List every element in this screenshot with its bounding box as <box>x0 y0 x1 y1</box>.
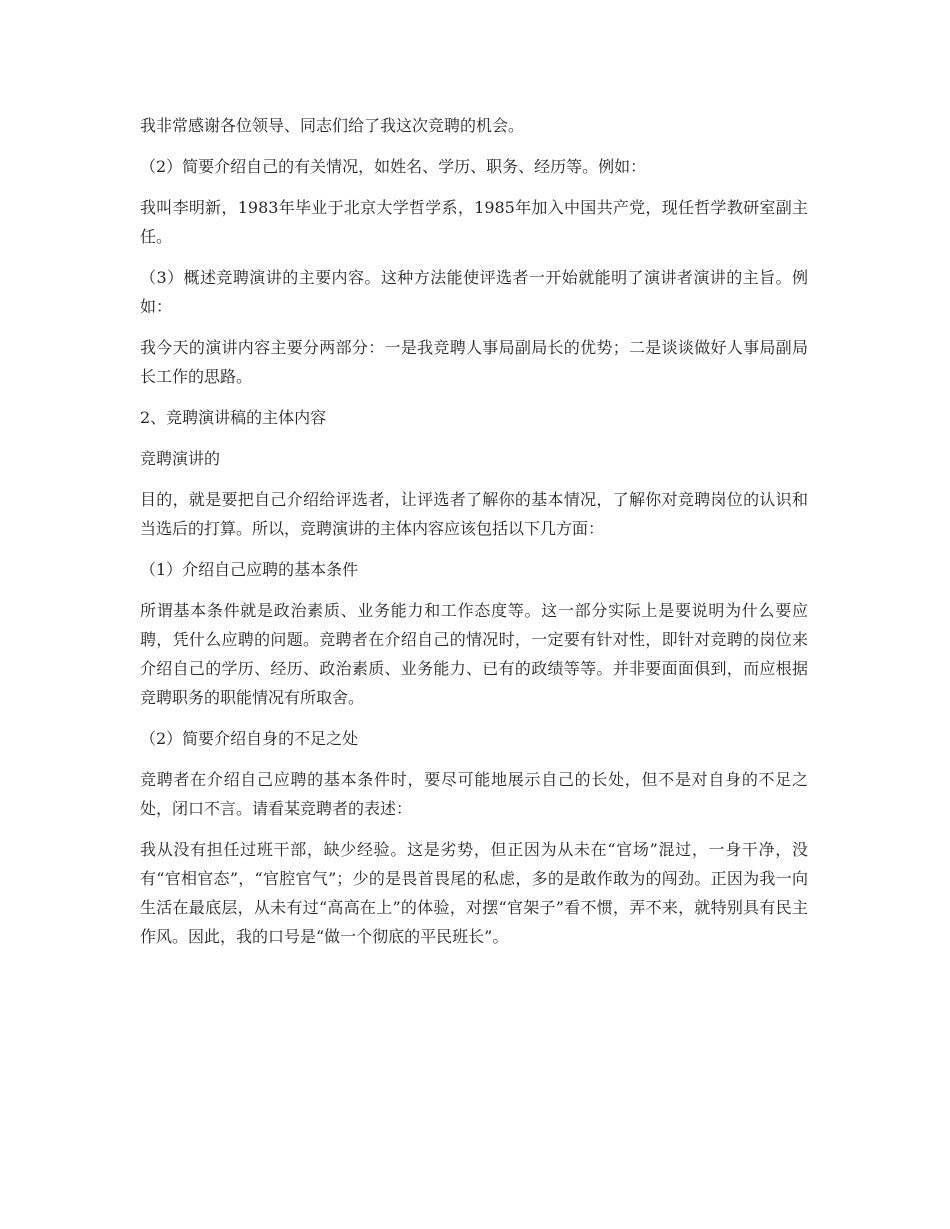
paragraph-item-2-shortcomings: （2）简要介绍自身的不足之处 <box>140 729 359 748</box>
paragraph-item-3-overview: （3）概述竞聘演讲的主要内容。这种方法能使评选者一开始就能明了演讲者演讲的主旨。例如： <box>140 268 808 316</box>
paragraph-basic-conditions-detail: 所谓基本条件就是政治素质、业务能力和工作态度等。这一部分实际上是要说明为什么要应聘，凭什么应聘的问题。竞聘者在介绍自己的情况时，一定要有针对性，即针对竞聘的岗位来介绍自己的学历、经历、政治素质、业务能力、已有的政绩等等。并非要面面俱到，而应根据竞聘职务的职能情况有所取舍。 <box>140 601 808 707</box>
paragraph-speech-fragment: 竞聘演讲的 <box>140 449 221 468</box>
paragraph-item-1-basic-conditions: （1）介绍自己应聘的基本条件 <box>140 560 359 579</box>
document-page <box>140 111 808 963</box>
paragraph-example-statement: 我从没有担任过班干部，缺少经验。这是劣势，但正因为从未在“官场”混过，一身干净，没有“官相官态”，“官腔官气”；少的是畏首畏尾的私虑，多的是敢作敢为的闯劲。正因为我一向生活在最底层，从未有过“高高在上”的体验，对摆“官架子”看不惯，弄不来，就特别具有民主作风。因此，我的口号是“做一个彻底的平民班长”。 <box>140 840 808 946</box>
paragraph-item-2-intro-self: （2）简要介绍自己的有关情况，如姓名、学历、职务、经历等。例如： <box>140 157 647 176</box>
paragraph-purpose: 目的，就是要把自己介绍给评选者，让评选者了解你的基本情况，了解你对竞聘岗位的认识和当选后的打算。所以，竞聘演讲的主体内容应该包括以下几方面： <box>140 490 808 538</box>
paragraph-thanks: 我非常感谢各位领导、同志们给了我这次竞聘的机会。 <box>140 116 525 135</box>
paragraph-example-self-intro: 我叫李明新，1983年毕业于北京大学哲学系，1985年加入中国共产党，现任哲学教研室副主任。 <box>140 198 808 246</box>
paragraph-shortcomings-detail: 竞聘者在介绍自己应聘的基本条件时，要尽可能地展示自己的长处，但不是对自身的不足之处，闭口不言。请看某竞聘者的表述： <box>140 770 808 818</box>
section-heading-main-content: 2、竞聘演讲稿的主体内容 <box>140 408 327 427</box>
paragraph-example-overview: 我今天的演讲内容主要分两部分：一是我竞聘人事局副局长的优势；二是谈谈做好人事局副局长工作的思路。 <box>140 338 808 386</box>
